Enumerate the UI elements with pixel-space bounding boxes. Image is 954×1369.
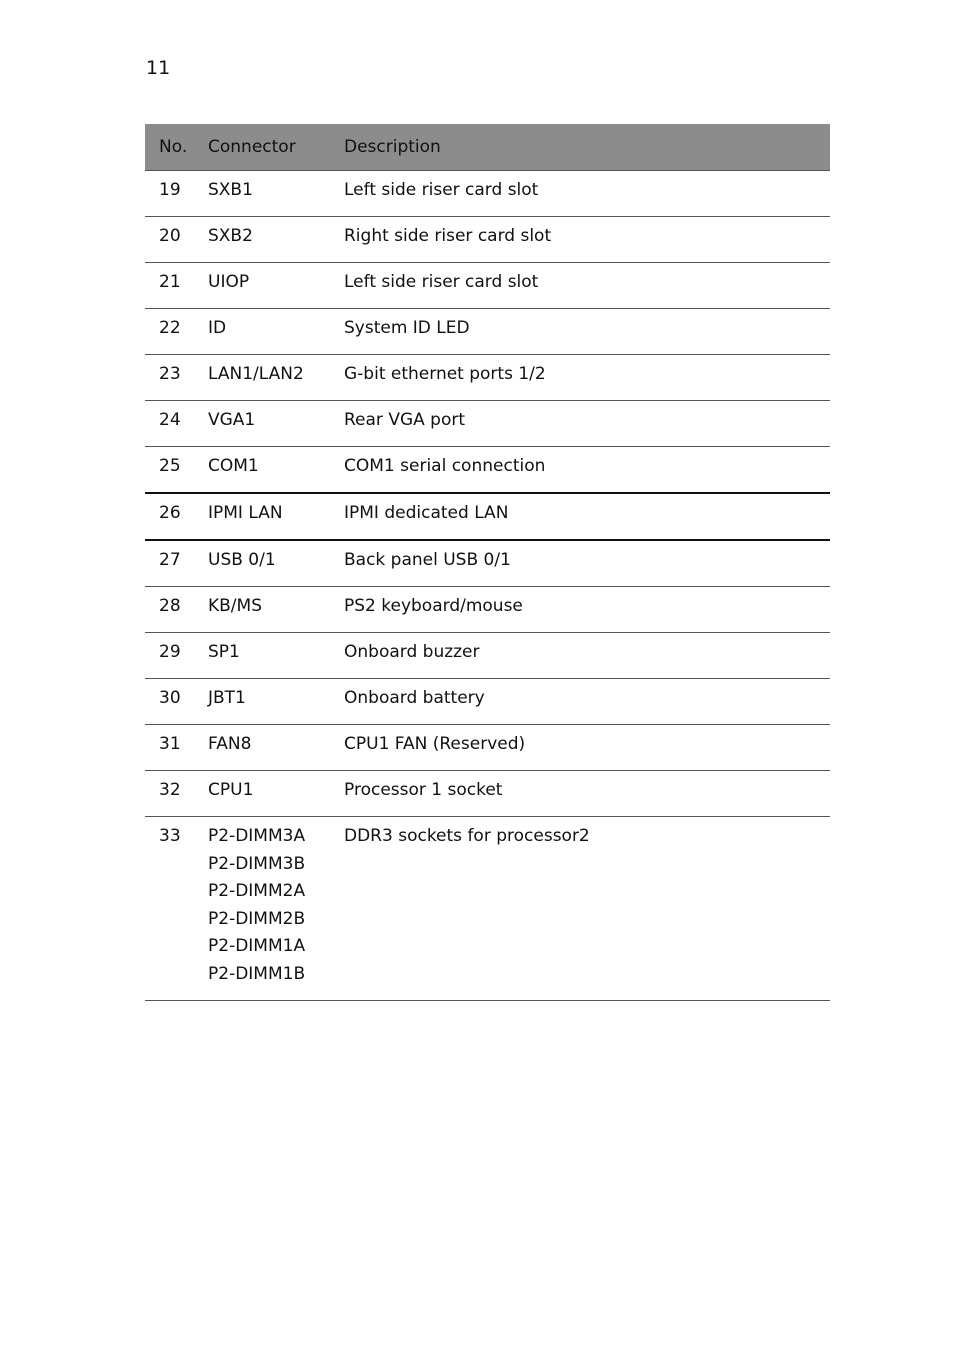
connector-name: JBT1 [208, 688, 246, 708]
table-row [145, 771, 830, 817]
header-no: No. [145, 124, 208, 171]
cell-connector [208, 447, 344, 494]
cell-connector [208, 540, 344, 587]
cell-no [145, 725, 208, 771]
connector-name: P2-DIMM1B [208, 963, 306, 984]
cell-connector [208, 493, 344, 540]
cell-description [344, 355, 830, 401]
cell-no [145, 817, 208, 1001]
cell-no [145, 679, 208, 725]
connector-name: IPMI LAN [208, 503, 283, 523]
cell-no-text: 28 [159, 596, 181, 616]
cell-description-text: System ID LED [344, 318, 470, 338]
cell-description [344, 217, 830, 263]
table-row [145, 401, 830, 447]
cell-description [344, 263, 830, 309]
connector-name: SP1 [208, 642, 240, 662]
cell-no [145, 633, 208, 679]
cell-description-text: Left side riser card slot [344, 272, 539, 292]
cell-description-text: Processor 1 socket [344, 780, 503, 800]
cell-description [344, 447, 830, 494]
cell-no-text: 20 [159, 226, 181, 246]
table-row [145, 447, 830, 494]
cell-connector [208, 725, 344, 771]
cell-no-text: 30 [159, 688, 181, 708]
connector-name: P2-DIMM2B [208, 908, 306, 929]
table-row [145, 171, 830, 217]
header-connector: Connector [208, 124, 344, 171]
cell-description [344, 309, 830, 355]
cell-no-text: 22 [159, 318, 181, 338]
cell-no-text: 32 [159, 780, 181, 800]
table-row [145, 217, 830, 263]
cell-connector [208, 633, 344, 679]
cell-no-text: 29 [159, 642, 181, 662]
cell-no [145, 493, 208, 540]
table-row [145, 587, 830, 633]
cell-description [344, 725, 830, 771]
cell-description-text: Right side riser card slot [344, 226, 552, 246]
cell-connector [208, 771, 344, 817]
cell-no [145, 540, 208, 587]
cell-description [344, 401, 830, 447]
connector-name: CPU1 [208, 780, 254, 800]
cell-description-text: Onboard buzzer [344, 642, 480, 662]
connector-name: VGA1 [208, 410, 256, 430]
connector-name: SXB1 [208, 180, 253, 200]
connector-name: P2-DIMM3B [208, 853, 306, 874]
connector-name: SXB2 [208, 226, 253, 246]
table-row [145, 633, 830, 679]
header-description: Description [344, 124, 830, 171]
table-body [145, 171, 830, 1001]
cell-no-text: 23 [159, 364, 181, 384]
connector-name: LAN1/LAN2 [208, 364, 304, 384]
cell-connector [208, 263, 344, 309]
cell-no [145, 587, 208, 633]
connector-name: KB/MS [208, 596, 262, 616]
cell-description-text: IPMI dedicated LAN [344, 503, 509, 523]
connector-name: ID [208, 318, 227, 338]
cell-description [344, 493, 830, 540]
cell-no [145, 171, 208, 217]
cell-description-text: PS2 keyboard/mouse [344, 596, 523, 616]
cell-no-text: 19 [159, 180, 181, 200]
connector-name: P2-DIMM3A [208, 826, 306, 846]
connector-name: FAN8 [208, 734, 252, 754]
table-row [145, 263, 830, 309]
cell-description-text: Left side riser card slot [344, 180, 539, 200]
cell-description [344, 817, 830, 1001]
cell-connector [208, 217, 344, 263]
cell-description [344, 171, 830, 217]
cell-description-text: CPU1 FAN (Reserved) [344, 734, 526, 754]
cell-no-text: 25 [159, 456, 181, 476]
cell-no-text: 21 [159, 272, 181, 292]
cell-connector [208, 679, 344, 725]
cell-no-text: 27 [159, 550, 181, 570]
cell-description [344, 679, 830, 725]
table-row [145, 679, 830, 725]
table-row [145, 540, 830, 587]
cell-description-text: Onboard battery [344, 688, 485, 708]
table-row [145, 355, 830, 401]
cell-connector [208, 355, 344, 401]
cell-description-text: Back panel USB 0/1 [344, 550, 511, 570]
cell-description [344, 587, 830, 633]
cell-no [145, 355, 208, 401]
cell-no [145, 771, 208, 817]
cell-no-text: 24 [159, 410, 181, 430]
cell-no-text: 33 [159, 826, 181, 846]
page-number: 11 [146, 57, 171, 79]
cell-connector [208, 401, 344, 447]
cell-no-text: 31 [159, 734, 181, 754]
cell-description [344, 633, 830, 679]
cell-description-text: Rear VGA port [344, 410, 466, 430]
connector-name: UIOP [208, 272, 250, 292]
table-row [145, 817, 830, 1001]
cell-no [145, 263, 208, 309]
connector-name: P2-DIMM1A [208, 936, 306, 957]
cell-description [344, 540, 830, 587]
table-header-row [145, 124, 830, 171]
table-row [145, 309, 830, 355]
cell-description-text: G-bit ethernet ports 1/2 [344, 364, 546, 384]
cell-no [145, 217, 208, 263]
connector-name: P2-DIMM2A [208, 881, 306, 902]
cell-description-text: DDR3 sockets for processor2 [344, 826, 590, 846]
cell-no [145, 447, 208, 494]
cell-description [344, 771, 830, 817]
connector-table [145, 124, 830, 1001]
table-row [145, 725, 830, 771]
connector-name: COM1 [208, 456, 259, 476]
table-row [145, 493, 830, 540]
cell-connector [208, 587, 344, 633]
cell-no [145, 401, 208, 447]
connector-name: USB 0/1 [208, 550, 276, 570]
cell-no [145, 309, 208, 355]
cell-connector [208, 171, 344, 217]
cell-no-text: 26 [159, 503, 181, 523]
cell-description-text: COM1 serial connection [344, 456, 546, 476]
cell-connector [208, 309, 344, 355]
cell-connector [208, 817, 344, 1001]
